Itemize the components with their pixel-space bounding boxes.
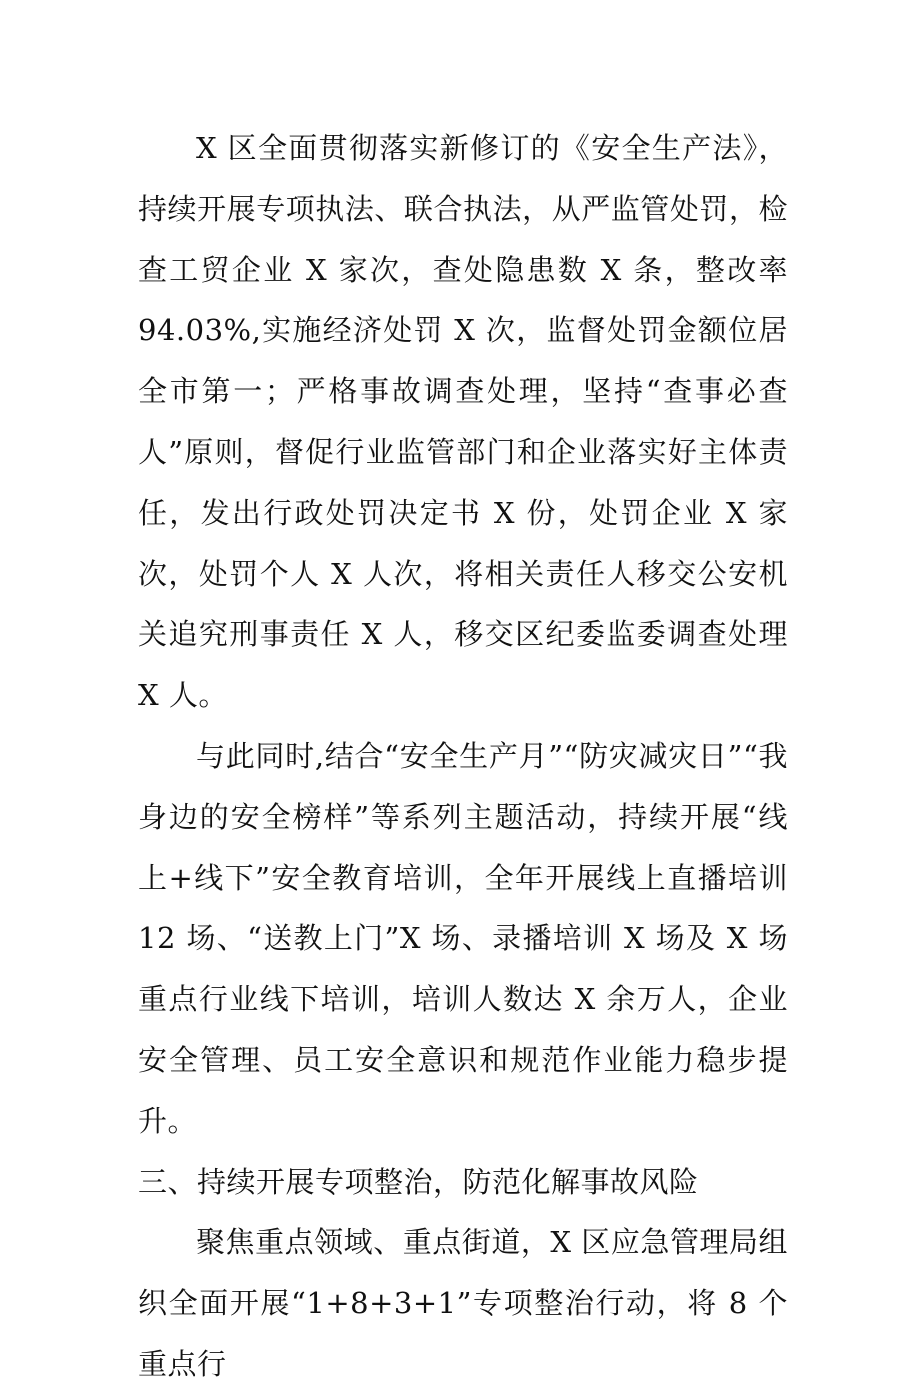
paragraph-special-rectification: 聚焦重点领域、重点街道，X 区应急管理局组织全面开展“1+8+3+1”专项整治行动，将 8 个重点行 (138, 1225, 788, 1381)
paragraph-training: 与此同时,结合“安全生产月”“防灾减灾日”“我身边的安全榜样”等系列主题活动，持续开展“线上+线下”安全教育培训，全年开展线上直播培训 12 场、“送教上门”X 场、录播培训 X 场及 X 场重点行业线下培训，培训人数达 X 余万人，企业安全管理、员工安全意识和规范作业能力稳步提升。 (138, 738, 788, 1138)
document-body (138, 118, 788, 1395)
paragraph-enforcement: X 区全面贯彻落实新修订的《安全生产法》，持续开展专项执法、联合执法，从严监管处罚，检查工贸企业 X 家次，查处隐患数 X 条，整改率 94.03%,实施经济处罚 X 次，监督处罚金额位居全市第一；严格事故调查处理，坚持“查事必查人”原则，督促行业监管部门和企业落实好主体责任，发出行政处罚决定书 X 份，处罚企业 X 家次，处罚个人 X 人次，将相关责任人移交公安机关追究刑事责任 X 人，移交区纪委监委调查处理 X 人。 (138, 131, 788, 713)
section-heading: 三、持续开展专项整治，防范化解事故风险 (138, 1164, 699, 1199)
